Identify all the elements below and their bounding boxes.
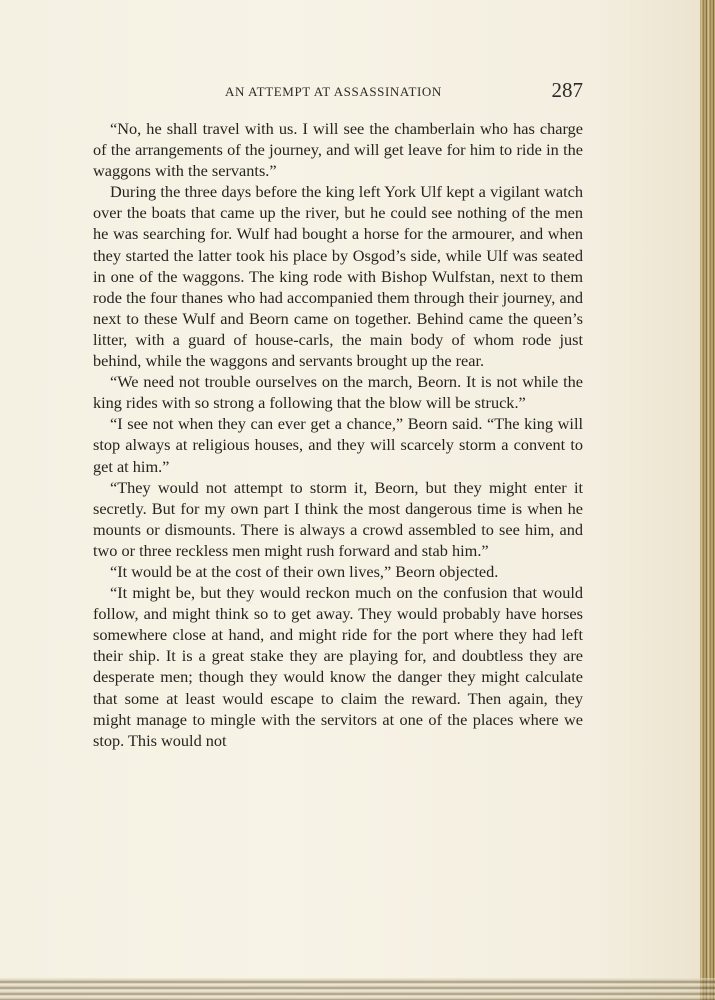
running-title: AN ATTEMPT AT ASSASSINATION [225,84,442,99]
paragraph: “No, he shall travel with us. I will see the chamberlain who has charge of the arrangements of the journey, and will get leave for him to ride in the waggons with the servants.” [93,119,583,181]
paragraph: “They would not attempt to storm it, Beorn, but they might enter it secretly. But for my own part I think the most dangerous time is when he mounts or dismounts. There is always a crowd assembled to see him, and two or three reckless men might rush forward and stab him.” [93,477,583,560]
paragraph: “I see not when they can ever get a chance,” Beorn said. “The king will stop always at religious houses, and they will scarcely storm a convent to get at him.” [93,414,583,476]
page-number: 287 [551,78,583,102]
paragraph: “It might be, but they would reckon much on the confusion that would follow, and might think so to get away. They would probably have horses somewhere close at hand, and might ride for the port where they had left their ship. It is a great stake they are playing for, and doubtless they are desperate men; though they would know the danger they might calculate that some at least would escape to claim the reward. Then again, they might manage to mingle with the servitors at one of the places where we stop. This would not [93,583,583,750]
book-edge-bottom [0,978,715,1000]
body-text [93,118,583,751]
book-edge-right [700,0,715,1000]
paragraph: During the three days before the king left York Ulf kept a vigilant watch over the boats that came up the river, but he could see nothing of the men he was searching for. Wulf had bought a horse for the armourer, and when they started the latter took his place by Osgod’s side, while Ulf was seated in one of the waggons. The king rode with Bishop Wulfstan, next to them rode the four thanes who had accompanied them through their journey, and next to these Wulf and Beorn came on together. Behind came the queen’s litter, with a guard of house-carls, the main body of whom rode just behind, while the waggons and servants brought up the rear. [93,182,583,371]
paragraph: “It would be at the cost of their own lives,” Beorn objected. [110,561,499,581]
paragraph: “We need not trouble ourselves on the march, Beorn. It is not while the king rides with so strong a following that the blow will be struck.” [93,372,583,413]
page-header [95,78,583,104]
